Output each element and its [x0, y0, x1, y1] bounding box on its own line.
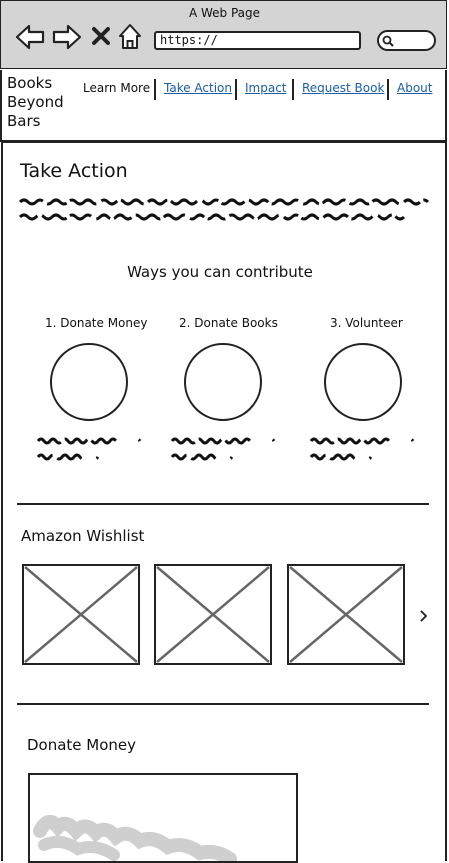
window-title: A Web Page — [188, 6, 261, 20]
wishlist-item-image[interactable] — [22, 564, 140, 665]
page-title: Take Action — [20, 160, 128, 182]
home-icon[interactable] — [118, 23, 142, 50]
nav-take-action[interactable]: Take Action — [164, 81, 232, 95]
section-divider — [17, 703, 429, 705]
contribute-donate-money-label: 1. Donate Money — [45, 316, 148, 330]
nav-separator — [154, 79, 156, 100]
contribute-heading: Ways you can contribute — [127, 263, 313, 281]
nav-separator — [387, 79, 389, 100]
nav-about[interactable]: About — [397, 81, 433, 95]
browser-search-input[interactable] — [377, 30, 436, 51]
nav-learn-more[interactable]: Learn More — [83, 81, 151, 95]
search-icon — [382, 35, 394, 47]
donate-widget-frame[interactable] — [28, 773, 298, 863]
close-icon[interactable] — [91, 26, 111, 46]
loading-scribble-graphic — [30, 775, 296, 861]
nav-separator — [235, 79, 237, 100]
image-placeholder-icon — [289, 566, 403, 663]
wishlist-item-image[interactable] — [287, 564, 405, 665]
nav-impact[interactable]: Impact — [245, 81, 287, 95]
donate-money-image[interactable] — [50, 343, 128, 421]
placeholder-text-donate-money — [36, 434, 146, 464]
contribute-volunteer-label: 3. Volunteer — [330, 316, 403, 330]
contribute-donate-books-label: 2. Donate Books — [179, 316, 278, 330]
image-placeholder-icon — [156, 566, 270, 663]
placeholder-text-donate-books — [170, 434, 280, 464]
wishlist-heading: Amazon Wishlist — [21, 527, 145, 545]
forward-arrow-icon[interactable] — [52, 24, 82, 50]
image-placeholder-icon — [24, 566, 138, 663]
placeholder-text-paragraph — [18, 196, 430, 222]
url-input[interactable]: https:// — [154, 31, 361, 50]
nav-request-book[interactable]: Request Book — [302, 81, 385, 95]
site-logo[interactable]: Books Beyond Bars — [7, 74, 64, 130]
section-divider — [17, 503, 429, 505]
back-arrow-icon[interactable] — [15, 24, 45, 50]
placeholder-text-volunteer — [309, 434, 419, 464]
chevron-right-icon[interactable] — [419, 609, 429, 623]
wishlist-item-image[interactable] — [154, 564, 272, 665]
volunteer-image[interactable] — [324, 343, 402, 421]
nav-separator — [292, 79, 294, 100]
donate-heading: Donate Money — [27, 736, 137, 754]
donate-books-image[interactable] — [184, 343, 262, 421]
